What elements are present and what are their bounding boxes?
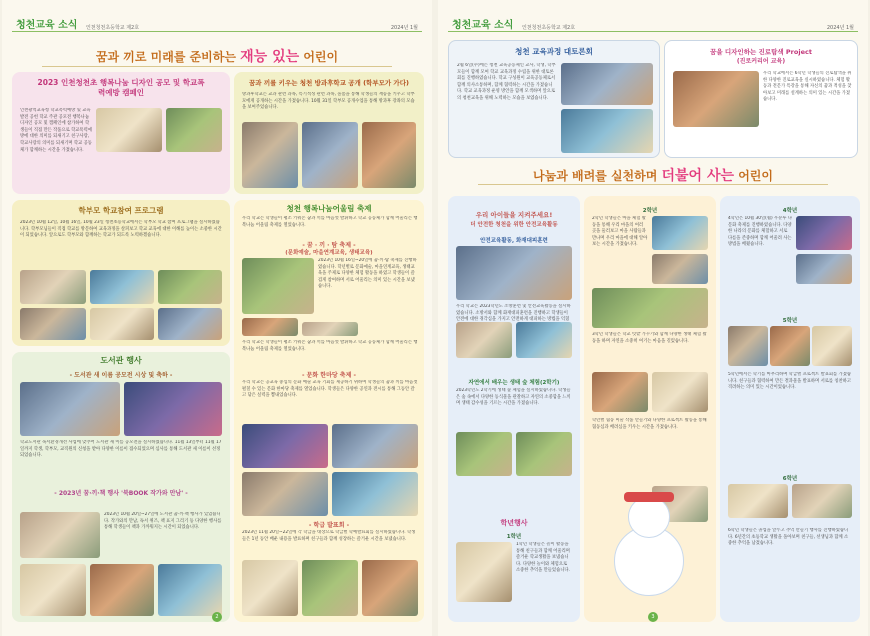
grade-2-photo-2	[652, 254, 708, 284]
newsletter-subtitle: 인천청천초등학교 제2호	[522, 25, 576, 31]
career-subtitle: (진로커리어 교육)	[736, 58, 786, 65]
parent-program-title: 학부모 학교참여 프로그램	[78, 206, 164, 215]
festival-photo-2	[242, 318, 298, 336]
safety-photo-2	[456, 322, 512, 358]
safety-text-2: 2023학년도 2학기에 생태 숲 체험을 실시하였습니다. 학생들은 숲 속에서 다양한 동식물을 관찰하고 자연의 소중함을 느끼며 생태 감수성을 기르는 시간을 가졌습니다.	[456, 388, 571, 407]
career-photo	[673, 71, 759, 127]
festival-text-1: 2023년 10월 16일~20일에 꿈·끼·탐 축제를 진행하였습니다. 학년별로 문화예술, 마을연계교육, 생태교육을 주제로 다양한 체험 활동을 하였고 학생들이 즐겁게 참여하며 서로 어울리는 의미 있는 시간을 보냈습니다.	[318, 258, 417, 290]
library-subtitle-1: - 도서관 새 이름 공모전 시상 및 축하 -	[69, 372, 173, 379]
safety-sub-1: 안전교육활동, 화재대피훈련	[480, 238, 548, 244]
grade-6-photo-2	[792, 484, 852, 518]
campaign-text: 인천광역교육청 학교폭력예방 및 교육 발전 공헌 학교 주관 공모전 행복나눔 디자인 공모 및 캠페인에 참가하여 학생들이 직접 만든 작품으로 학교폭력예방에 대한 의미를 되새기고 친구사랑, 학교사랑의 의미를 되새기며 학교 공동체가 함께하는 시간을 가졌습니다.	[20, 108, 92, 153]
debate-text: 2월 6일(수)에는 청천 교육공동체인 교사, 학생, 학부모들이 함께 모여 학교 교육과정 수립을 위한 대토론회를 진행하였습니다. 학교 구성원이 교육공동체로서 함께 의사소통하며, 함께 협력하는 시간을 가졌습니다. 학교 교육과정 운영 방안을 함께 모색하며 앞으로의 청천교육을 위해 노력하는 모습을 보였습니다.	[457, 63, 556, 101]
library-photo-quiz	[20, 564, 86, 616]
festival-box	[234, 200, 424, 622]
newsletter-title: 청천교육 소식	[16, 20, 78, 31]
library-text-2: 2023년 10월 20일~27일에 도서관 꿈·끼·책 행사가 있었습니다. 작가와의 만남, 독서 퀴즈, 책 표지 그리기 등 다양한 행사를 통해 학생들이 책과 가까워지는 시간이 되었습니다.	[104, 512, 222, 531]
grade-1-photo	[456, 542, 512, 602]
festival-text-2: 우리 학교는 공교육 중심의 문화 예술 교육 기회를 제공하기 위하여 학생들의 꿈과 끼를 마음껏 펼칠 수 있는 문화 한마당 축제를 열었습니다. 학생들은 다양한 공연과 전시를 통해 그동안 갈고 닦은 실력을 뽐내었습니다.	[242, 380, 418, 399]
campaign-box	[12, 72, 230, 194]
header-rule	[448, 31, 858, 32]
grade-5-label: 5학년	[782, 318, 798, 324]
snowman-head-illustration	[628, 496, 670, 538]
page-header	[438, 16, 868, 32]
festival-title: 청천 행복나눔어울림 축제	[286, 204, 372, 213]
safety-sub-3: 학년행사	[500, 519, 528, 527]
newsletter-title: 청천교육 소식	[452, 20, 514, 31]
library-box	[12, 352, 230, 622]
grade-6-label: 6학년	[782, 476, 798, 482]
parent-photo-3	[158, 270, 222, 304]
campaign-photo-book	[96, 108, 162, 152]
banner-pre: 나눔과 배려를 실천하며	[533, 169, 658, 183]
afterschool-text: 방과후학교는 교과 관련 과목, 특기적성 관련 과목, 돌봄을 통해 학생들의 재능을 키우고 학부모에게 공개하는 시간을 가졌습니다. 10월 31일 학부모 공개수업을 통해 방과후 강좌의 모습을 보여주었습니다.	[242, 92, 415, 111]
banner-post: 어린이	[738, 169, 773, 183]
grade-3-photo-2	[592, 372, 648, 412]
newsletter-date: 2024년 1월	[826, 25, 854, 31]
campaign-photo-group	[166, 108, 222, 152]
parent-program-text: 2023년 10월 12일, 10월 16일, 10월 23일 청천초등학교에서는 학부모 학교 참여 프로그램을 실시하였습니다. 학부모님들이 직접 학교를 방문하여 교육과정을 살펴보고 학교 교육에 대한 이해를 높이는 소중한 시간이 되었습니다. 앞으로도 학부모와 함께하는 학교가 되도록 노력하겠습니다.	[20, 220, 222, 239]
grade-3-text-2: 학년별 협동 미술 작품 만들기와 다양한 프로젝트 활동을 통해 협동심과 배려심을 키우는 시간을 가졌습니다.	[592, 418, 707, 430]
banner-highlight: 재능 있는	[240, 49, 300, 65]
festival-sub-2: (문화예술, 마을연계교육, 생태교육)	[285, 250, 373, 256]
parent-photo-2	[90, 270, 154, 304]
grade-2-text: 2학년 학생들은 마을 체험 활동을 통해 우리 마을의 여러 곳을 둘러보고 마을 사람들과 만나며 우리 마을에 대해 알아보는 시간을 가졌습니다.	[592, 216, 648, 248]
festival-photo-1	[242, 258, 314, 314]
left-page	[2, 0, 432, 636]
festival-photo-3	[302, 322, 358, 336]
safety-photo-5	[516, 432, 572, 476]
banner-underline	[478, 184, 828, 185]
debate-title: 청천 교육과정 대토론회	[515, 47, 593, 56]
library-title: 도서관 행사	[100, 356, 142, 365]
festival-photo-5	[332, 424, 418, 468]
page-number: 3	[648, 612, 658, 622]
parent-photo-6	[158, 308, 222, 340]
grade-3-text: 3학년 학생들은 학교 텃밭 가꾸기와 함께 다양한 생태 체험 활동을 하며 자연을 소중히 여기는 마음을 길렀습니다.	[592, 332, 707, 344]
afterschool-photo-3	[362, 122, 416, 188]
banner-highlight: 더불어 사는	[661, 168, 734, 184]
library-text-1: 학교도서관 독서환경개선 사업에 맞추어 도서관 새 이름 공모전을 실시하였습니다. 11월 13일부터 11월 17일까지 학생, 학부모, 교직원의 신청을 받아 다양한 이름이 접수되었으며 심사를 통해 도서관 새 이름이 선정되었습니다.	[20, 440, 222, 459]
safety-photo-1	[456, 246, 572, 300]
library-photo-ceremony	[20, 382, 120, 436]
safety-photo-3	[516, 322, 572, 358]
snowman-hat-illustration	[624, 492, 674, 502]
section-banner	[2, 46, 432, 66]
grade-5-text: 5학년에서는 학기를 마무리하며 학급별 프로젝트 발표회를 가졌습니다. 친구들과 협력하여 만든 결과물을 발표하며 서로를 칭찬하고 격려하는 의미 있는 시간이었습니다.	[728, 372, 851, 391]
right-page	[438, 0, 868, 636]
afterschool-box	[234, 72, 424, 194]
grade-3-photo-1	[652, 372, 708, 412]
grade-4-text: 4학년은 10월 30일(월) 우분투 다문화 축제를 진행하였습니다. 다양한 나라의 문화를 체험하고 서로 다름을 존중하며 함께 어울려 사는 방법을 배웠습니다.	[728, 216, 792, 248]
safety-sub-2: 자연에서 배우는 생태 숲 체험(2학기)	[468, 380, 560, 386]
safety-photo-4	[456, 432, 512, 476]
festival-photo-8	[242, 560, 298, 616]
festival-photo-7	[332, 472, 418, 516]
page-header	[2, 16, 432, 32]
afterschool-photo-1	[242, 122, 298, 188]
grade-2-photo-1	[652, 216, 708, 250]
parent-photo-5	[90, 308, 154, 340]
festival-photo-6	[242, 472, 328, 516]
grade-1-text: 1학년 학생들은 놀이 활동을 통해 친구들과 함께 어울리며 즐거운 학교생활을 보냈습니다. 다양한 놀이와 체험으로 소중한 추억을 만들었습니다.	[516, 542, 570, 574]
debate-photo-1	[561, 63, 653, 105]
festival-sub-3: - 문화 한마당 축제 -	[302, 372, 356, 379]
parent-photo-1	[20, 270, 86, 304]
career-title: 꿈을 디자인하는 진로탐색 Project	[710, 48, 812, 56]
library-photo-author	[20, 512, 100, 558]
grade-6-text: 6학년 학생들은 졸업을 앞두고 추억 만들기 행사를 진행하였습니다. 6년간의 초등학교 생활을 돌아보며 친구들, 선생님과 함께 소중한 추억을 남겼습니다.	[728, 528, 849, 547]
header-rule	[12, 31, 422, 32]
page-number: 2	[212, 612, 222, 622]
safety-title: 우리 아이들을 지켜주세요!	[475, 211, 553, 219]
grades-right-box	[720, 196, 860, 622]
career-box	[664, 40, 858, 158]
newsletter-subtitle: 인천청천초등학교 제2호	[86, 25, 140, 31]
grade-4-photo-1	[796, 216, 852, 250]
safety-text-1: 우리 학교는 2023학년도 소방훈련 및 안전교육활동을 실시하였습니다. 소방서와 함께 화재대피훈련을 진행하고 학생들이 안전에 대한 경각심을 가지고 안전하게 대피하는 방법을 익혔	[456, 304, 571, 323]
grade-4-photo-2	[796, 254, 852, 284]
safety-box	[448, 196, 580, 622]
newsletter-date: 2024년 1월	[390, 25, 418, 31]
debate-box	[448, 40, 660, 158]
banner-pre: 꿈과 끼로 미래를 준비하는	[95, 50, 236, 64]
festival-sub-1: - 꿈 · 끼 · 탐 축제 -	[302, 242, 356, 249]
grade-5-photo-2	[770, 326, 810, 366]
grades-mid-box	[584, 196, 716, 622]
library-subtitle-2: - 2023년 꿈·끼·책 행사 '북BOOK 작가와 만남' -	[54, 490, 188, 497]
library-photo-class	[158, 564, 222, 616]
library-photo-reading	[90, 564, 154, 616]
festival-text-1b: 우리 학교는 학생들이 평소 키워온 꿈과 끼를 마음껏 발휘하고 학교 공동체가 함께 어울리는 행복나눔 어울림 축제를 열었습니다.	[242, 340, 418, 352]
afterschool-title: 꿈과 끼를 키우는 청천 방과후학교 공개 (학부모가 가다)	[249, 79, 409, 87]
afterschool-photo-2	[302, 122, 358, 188]
festival-intro: 우리 학교는 학생들이 평소 키워온 꿈과 끼를 마음껏 발휘하고 학교 공동체가 함께 어울리는 행복나눔 어울림 축제를 열었습니다.	[242, 216, 418, 228]
debate-photo-2	[561, 109, 653, 153]
grade-4-label: 4학년	[782, 208, 798, 214]
parent-program-box	[12, 200, 230, 346]
grade-2-photo-3	[592, 288, 708, 328]
safety-subtitle: 더 안전한 청천을 위한 안전교육활동	[470, 222, 558, 228]
festival-photo-9	[302, 560, 358, 616]
parent-photo-4	[20, 308, 86, 340]
campaign-title: 2023 인천청천초 행복나눔 디자인 공모 및 학교폭력예방 캠페인	[37, 78, 205, 97]
grade-2-label: 2학년	[642, 208, 658, 214]
grade-5-photo-1	[728, 326, 768, 366]
section-banner	[438, 165, 868, 185]
career-text: 우리 학교에서는 6학년 학생들의 진로탐색을 위한 다양한 진로교육을 실시하였습니다. 체험 활동과 전문가 특강을 통해 자신의 꿈과 적성을 찾아보고 미래를 설계하는 의미 있는 시간을 가졌습니다.	[763, 71, 852, 103]
grade-6-photo-1	[728, 484, 788, 518]
banner-post: 어린이	[303, 50, 339, 64]
grade-5-photo-3	[812, 326, 852, 366]
festival-text-3: 2023년 11월 20일~22일에 각 학급을 대상으로 학급별 학예발표회를 실시하였습니다. 학생들은 1년 동안 배운 내용을 발표하며 친구들과 함께 성장하는 즐거운 시간을 보냈습니다.	[242, 530, 416, 542]
festival-sub-4: - 학급 발표회 -	[308, 522, 350, 529]
banner-underline	[42, 66, 392, 67]
library-photo-stage	[124, 382, 222, 436]
festival-photo-10	[362, 560, 418, 616]
festival-photo-4	[242, 424, 328, 468]
grade-1-label: 1학년	[506, 534, 522, 540]
